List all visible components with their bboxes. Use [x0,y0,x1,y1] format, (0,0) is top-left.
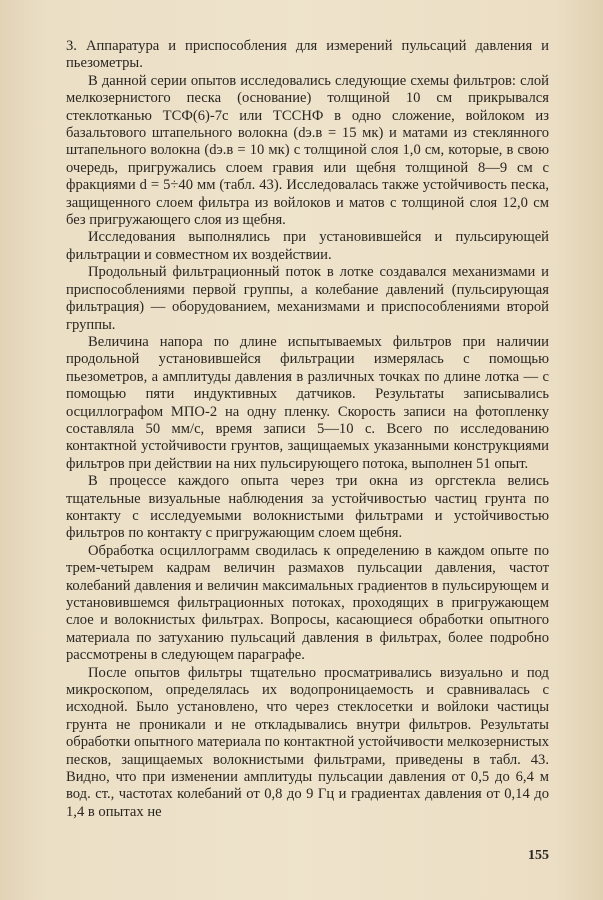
paragraph: В процессе каждого опыта через три окна из оргстекла велись тщательные визуальные наблюдения за устойчивостью частиц грунта по контакту с исследуемыми волокнистыми фильтрами и устойчивостью фильтров по контакту с пригружающим слоем щебня. [66,473,549,542]
paragraph: Величина напора по длине испытываемых фильтров при наличии продольной установившейся фильтрации измерялась с помощью пьезометров, а амплитуды давления в различных точках по длине лотка — с помощью пяти индуктивных датчиков. Результаты записывались осциллографом МПО-2 на одну пленку. Скорость записи на фотопленку составляла 50 мм/с, время записи 5—10 с. Всего по исследованию контактной устойчивости грунтов, защищаемых указанными конструкциями фильтров при действии на них пульсирующего потока, выполнен 51 опыт. [66,333,549,472]
body-text [66,38,549,821]
paragraph: После опытов фильтры тщательно просматривались визуально и под микроскопом, определялась их водопроницаемость и сравнивалась с исходной. Было установлено, что через стеклосетки и войлоки частицы грунта не проникали и не откладывались внутри фильтров. Результаты обработки опытного материала по контактной устойчивости мелкозернистых песков, защищаемых волокнистыми фильтрами, приведены в табл. 43. Видно, что при изменении амплитуды пульсации давления от 0,5 до 6,4 м вод. ст., частотах колебаний от 0,8 до 9 Гц и градиентах давления от 0,14 до 1,4 в опытах не [66,664,549,820]
paragraph: В данной серии опытов исследовались следующие схемы фильтров: слой мелкозернистого песка (основание) толщиной 10 см прикрывался стеклотканью ТСФ(6)-7с или ТССНФ в одно сложение, войлоком из базальтового штапельного волокна (dэ.в = 15 мк) и матами из стеклянного штапельного волокна (dэ.в = 10 мк) с толщиной слоя 1,0 см, которые, в свою очередь, пригружались слоем гравия или щебня толщиной 8—9 см с фракциями d = 5÷40 мм (табл. 43). Исследовалась также устойчивость песка, защищенного слоем фильтра из войлоков и матов с толщиной слоя 12,0 см без пригружающего слоя из щебня. [66,72,549,229]
paragraph: Исследования выполнялись при установившейся и пульсирующей фильтрации и совместном их воздействии. [66,229,549,263]
page-number: 155 [528,848,549,863]
paragraph-heading: 3. Аппаратура и приспособления для измерений пульсаций давления и пьезометры. [66,38,549,72]
paragraph: Обработка осциллограмм сводилась к определению в каждом опыте по трем-четырем кадрам величин размахов пульсации давления, частот колебаний давления и величин максимальных градиентов в пульсирующем и установившемся фильтрационных потоках, проходящих в пригружающем слое и волокнистых фильтрах. Вопросы, касающиеся обработки опытного материала по затуханию пульсаций давления в фильтрах, более подробно рассмотрены в следующем параграфе. [66,542,549,664]
paragraph: Продольный фильтрационный поток в лотке создавался механизмами и приспособлениями первой группы, а колебание давлений (пульсирующая фильтрация) — оборудованием, механизмами и приспособлениями второй группы. [66,264,549,333]
